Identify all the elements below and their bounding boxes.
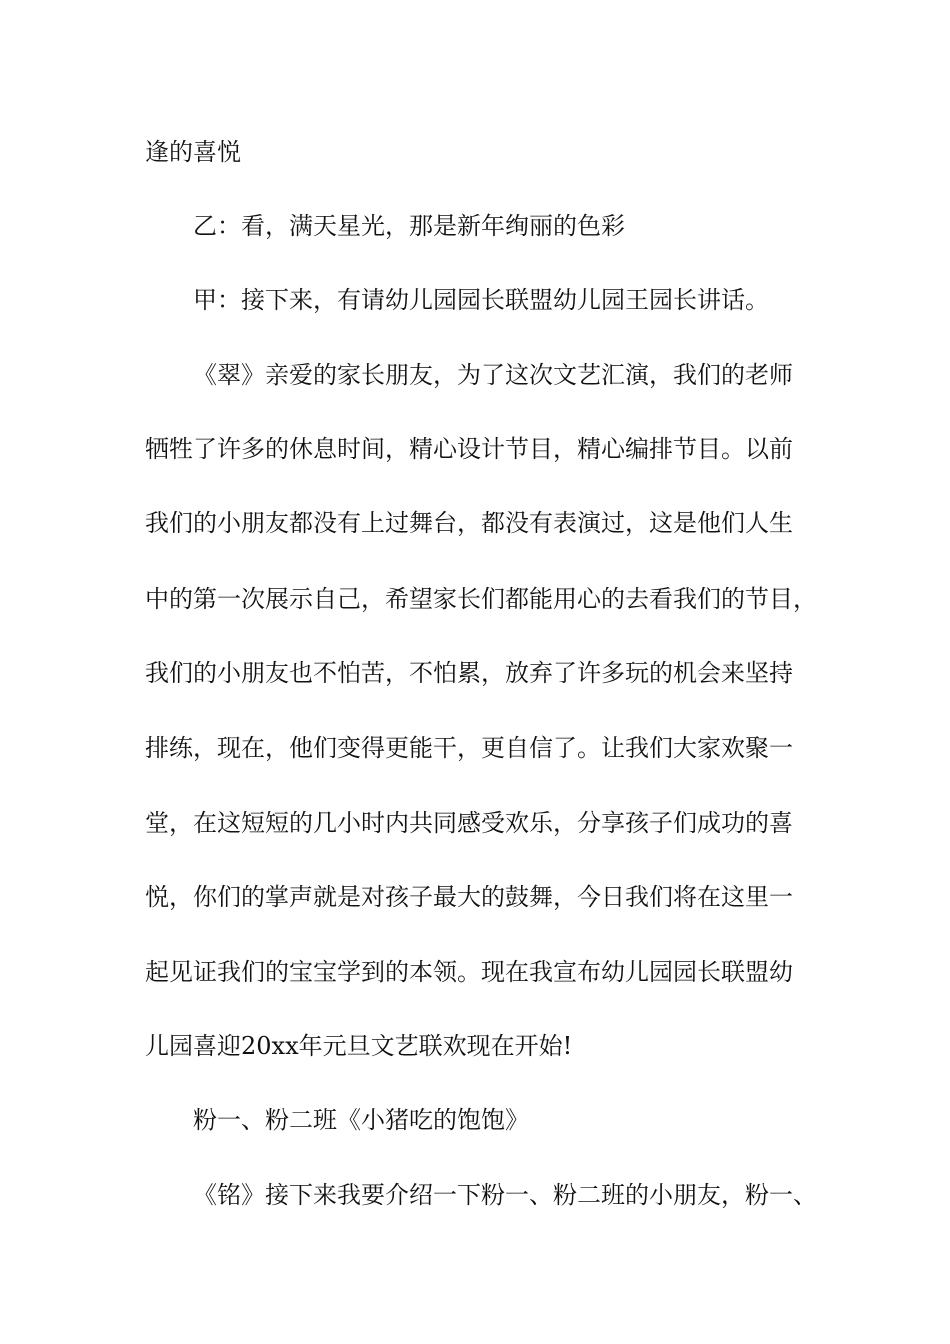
text-line-9: 排练，现在，他们变得更能干，更自信了。让我们大家欢聚一 xyxy=(145,734,793,762)
text-line-11: 悦，你们的掌声就是对孩子最大的鼓舞，今日我们将在这里一 xyxy=(145,883,793,911)
text-line-13: 儿园喜迎20xx年元旦文艺联欢现在开始! xyxy=(145,1032,573,1060)
text-line-14: 粉一、粉二班《小猪吃的饱饱》 xyxy=(193,1106,529,1134)
text-line-7: 中的第一次展示自己，希望家长们都能用心的去看我们的节目， xyxy=(145,585,817,613)
text-line-5: 牺牲了许多的休息时间，精心设计节目，精心编排节目。以前 xyxy=(145,435,793,463)
text-line-15: 《铭》接下来我要介绍一下粉一、粉二班的小朋友，粉一、 xyxy=(193,1181,817,1209)
text-line-12: 起见证我们的宝宝学到的本领。现在我宣布幼儿园园长联盟幼 xyxy=(145,958,793,986)
text-line-4: 《翠》亲爱的家长朋友，为了这次文艺汇演，我们的老师 xyxy=(193,361,793,389)
text-line-1: 逢的喜悦 xyxy=(145,138,241,166)
text-line-10: 堂，在这短短的几小时内共同感受欢乐，分享孩子们成功的喜 xyxy=(145,809,793,837)
text-line-6: 我们的小朋友都没有上过舞台，都没有表演过，这是他们人生 xyxy=(145,509,793,537)
text-line-2: 乙：看，满天星光，那是新年绚丽的色彩 xyxy=(193,212,625,240)
text-line-3: 甲：接下来，有请幼儿园园长联盟幼儿园王园长讲话。 xyxy=(193,286,769,314)
text-line-8: 我们的小朋友也不怕苦，不怕累，放弃了许多玩的机会来坚持 xyxy=(145,659,793,687)
